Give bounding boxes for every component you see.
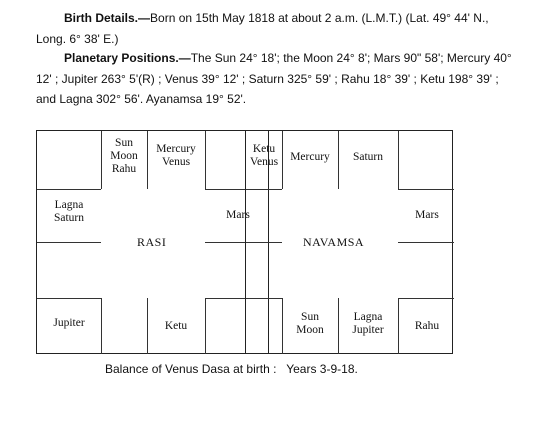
- rasi-lagna-saturn: Lagna Saturn: [53, 199, 85, 224]
- navamsa-mars: Mars: [415, 209, 439, 221]
- navamsa-sun-moon: Sun Moon: [296, 311, 324, 336]
- rasi-mars: Mars: [226, 209, 250, 221]
- rasi-jupiter: Jupiter: [53, 317, 85, 329]
- rasi-sun-moon-rahu: Sun Moon Rahu: [110, 137, 138, 175]
- birth-details-label: Birth Details.—: [64, 11, 151, 25]
- navamsa-lagna-jupiter: Lagna Jupiter: [352, 311, 384, 336]
- planetary-positions-label: Planetary Positions.—: [64, 51, 191, 65]
- dasa-balance: Balance of Venus Dasa at birth : Years 3-9-18.: [105, 362, 358, 376]
- planetary-positions: [36, 48, 514, 110]
- rasi-mercury-venus: Mercury Venus: [156, 143, 196, 168]
- navamsa-saturn: Saturn: [352, 151, 384, 163]
- rasi-chart: [36, 130, 269, 354]
- rasi-title: RASI: [137, 235, 167, 249]
- navamsa-ketu-venus: Ketu Venus: [249, 143, 279, 168]
- rasi-ketu: Ketu: [164, 320, 188, 332]
- navamsa-chart: [245, 130, 453, 354]
- navamsa-mercury: Mercury: [290, 151, 330, 163]
- planetary-positions-text: The Sun 24° 18'; the Moon 24° 8'; Mars 90" 58'; Mercury 40° 12' ; Jupiter 263° 5'(R) ; Venus 39° 12' ; Saturn 325° 59' ; Rahu 18° 39' ; Ketu 198° 39' ; and Lagna 302° 56'. Ayanamsa 19° 52'.: [36, 51, 512, 106]
- birth-details-text: Born on 15th May 1818 at about 2 a.m. (L.M.T.) (Lat. 49° 44' N., Long. 6° 38' E.): [36, 11, 489, 46]
- navamsa-rahu: Rahu: [414, 320, 440, 332]
- navamsa-title: NAVAMSA: [303, 235, 365, 249]
- birth-details: [36, 8, 514, 49]
